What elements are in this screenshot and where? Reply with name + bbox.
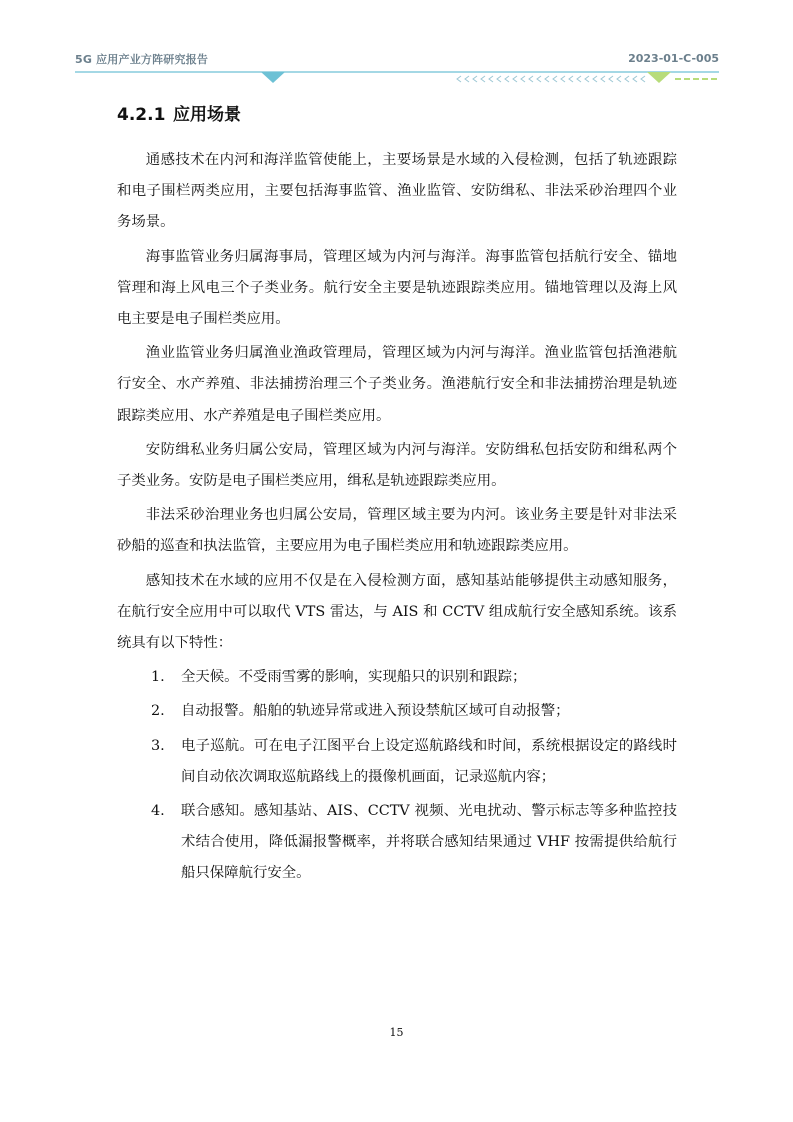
paragraph: 通感技术在内河和海洋监管使能上，主要场景是水域的入侵检测，包括了轨迹跟踪和电子围栏两类应用，主要包括海事监管、渔业监管、安防缉私、非法采砂治理四个业务场景。 [117, 152, 677, 231]
list-marker: 2. [151, 703, 165, 720]
list-item-text: 全天候。不受雨雪雾的影响，实现船只的识别和跟踪； [181, 669, 527, 686]
header-doc-id: 2023-01-C-005 [628, 52, 719, 65]
list-item [117, 731, 677, 793]
list-marker: 4. [151, 803, 165, 820]
list-item [117, 662, 677, 693]
chevron-pattern-icon [457, 76, 645, 82]
paragraph: 渔业监管业务归属渔业渔政管理局，管理区域为内河与海洋。渔业监管包括渔港航行安全、水产养殖、非法捕捞治理三个子类业务。渔港航行安全和非法捕捞治理是轨迹跟踪类应用、水产养殖是电子围栏类应用。 [117, 345, 677, 424]
list-marker: 1. [151, 669, 165, 686]
list-item-text: 联合感知。感知基站、AIS、CCTV 视频、光电扰动、警示标志等多种监控技术结合使用，降低漏报警概率，并将联合感知结果通过 VHF 按需提供给航行船只保障航行安全。 [181, 803, 677, 882]
list-item [117, 696, 677, 727]
list-item-text: 自动报警。船舶的轨迹异常或进入预设禁航区域可自动报警； [181, 703, 570, 720]
paragraph: 感知技术在水域的应用不仅是在入侵检测方面，感知基站能够提供主动感知服务，在航行安全应用中可以取代 VTS 雷达，与 AIS 和 CCTV 组成航行安全感知系统。该系统具有以下特性： [117, 572, 677, 652]
header-decorative-rule [75, 70, 719, 90]
paragraph: 安防缉私业务归属公安局，管理区域为内河与海洋。安防缉私包括安防和缉私两个子类业务。安防是电子围栏类应用，缉私是轨迹跟踪类应用。 [117, 441, 677, 490]
page-number: 15 [389, 1026, 404, 1039]
section-title: 应用场景 [173, 105, 241, 125]
feature-list [117, 662, 677, 889]
list-marker: 3. [151, 737, 165, 754]
header-report-title: 5G 应用产业方阵研究报告 [75, 53, 209, 66]
section-heading [117, 100, 241, 125]
section-number: 4.2.1 [117, 105, 166, 125]
list-item [117, 796, 677, 890]
list-item-text: 电子巡航。可在电子江图平台上设定巡航路线和时间，系统根据设定的路线时间自动依次调取巡航路线上的摄像机画面，记录巡航内容； [181, 737, 677, 785]
paragraph: 非法采砂治理业务也归属公安局，管理区域主要为内河。该业务主要是针对非法采砂船的巡查和执法监管，主要应用为电子围栏类应用和轨迹跟踪类应用。 [117, 507, 677, 555]
paragraph: 海事监管业务归属海事局，管理区域为内河与海洋。海事监管包括航行安全、锚地管理和海上风电三个子类业务。航行安全主要是轨迹跟踪类应用。锚地管理以及海上风电主要是电子围栏类应用。 [117, 248, 677, 328]
document-body [117, 145, 677, 893]
